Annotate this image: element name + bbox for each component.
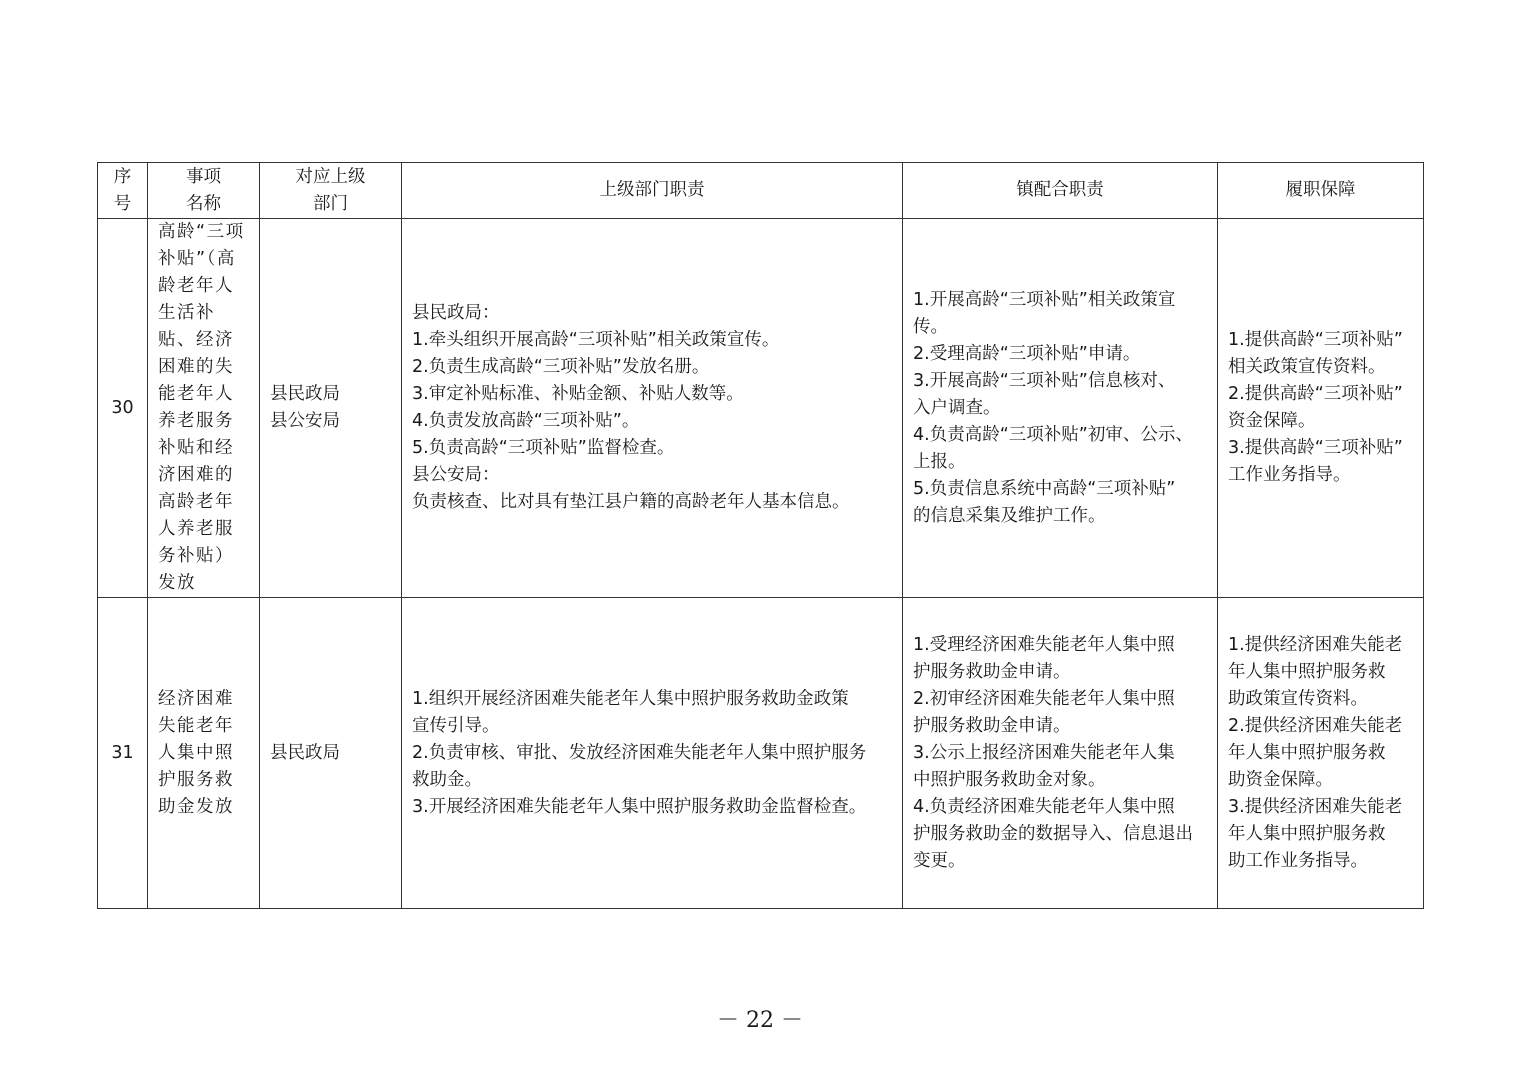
page-number: － 22 － (717, 1008, 803, 1033)
header-superior-dept: 对应上级 部门 (260, 163, 402, 219)
row-seq: 30 (98, 219, 148, 598)
row-superior-duties: 县民政局： 1.牵头组织开展高龄“三项补贴”相关政策宣传。 2.负责生成高龄“三项补贴”发放名册。 3.审定补贴标准、补贴金额、补贴人数等。 4.负责发放高龄“三项补贴”。 5.负责高龄“三项补贴”监督检查。 县公安局： 负责核查、比对具有垫江县户籍的高龄老年人基本信息。 (402, 219, 903, 598)
row-superior-dept: 县民政局 县公安局 (260, 219, 402, 598)
table-row (98, 219, 1424, 598)
header-item-name: 事项 名称 (148, 163, 260, 219)
row-town-duties: 1.开展高龄“三项补贴”相关政策宣 传。 2.受理高龄“三项补贴”申请。 3.开展高龄“三项补贴”信息核对、 入户调查。 4.负责高龄“三项补贴”初审、公示、 上报。 5.负责信息系统中高龄“三项补贴” 的信息采集及维护工作。 (903, 219, 1218, 598)
header-seq: 序 号 (98, 163, 148, 219)
duty-table (97, 162, 1424, 909)
table-row (98, 598, 1424, 909)
row-seq: 31 (98, 598, 148, 909)
header-town-duties: 镇配合职责 (903, 163, 1218, 219)
row-superior-duties: 1.组织开展经济困难失能老年人集中照护服务救助金政策 宣传引导。 2.负责审核、审批、发放经济困难失能老年人集中照护服务 救助金。 3.开展经济困难失能老年人集中照护服务救助金监督检查。 (402, 598, 903, 909)
row-item-name: 高龄“三项补贴”（高龄老年人生活补贴、经济困难的失能老年人养老服务补贴和经济困难的高龄老年人养老服务补贴）发放 (148, 219, 260, 598)
table-header-row (98, 163, 1424, 219)
row-guarantee: 1.提供高龄“三项补贴” 相关政策宣传资料。 2.提供高龄“三项补贴” 资金保障。 3.提供高龄“三项补贴” 工作业务指导。 (1218, 219, 1424, 598)
row-item-name: 经济困难失能老年人集中照护服务救助金发放 (148, 598, 260, 909)
row-superior-dept: 县民政局 (260, 598, 402, 909)
row-guarantee: 1.提供经济困难失能老 年人集中照护服务救 助政策宣传资料。 2.提供经济困难失能老 年人集中照护服务救 助资金保障。 3.提供经济困难失能老 年人集中照护服务救 助工作业务指导。 (1218, 598, 1424, 909)
row-town-duties: 1.受理经济困难失能老年人集中照 护服务救助金申请。 2.初审经济困难失能老年人集中照 护服务救助金申请。 3.公示上报经济困难失能老年人集 中照护服务救助金对象。 4.负责经济困难失能老年人集中照 护服务救助金的数据导入、信息退出 变更。 (903, 598, 1218, 909)
header-superior-duties: 上级部门职责 (402, 163, 903, 219)
header-guarantee: 履职保障 (1218, 163, 1424, 219)
